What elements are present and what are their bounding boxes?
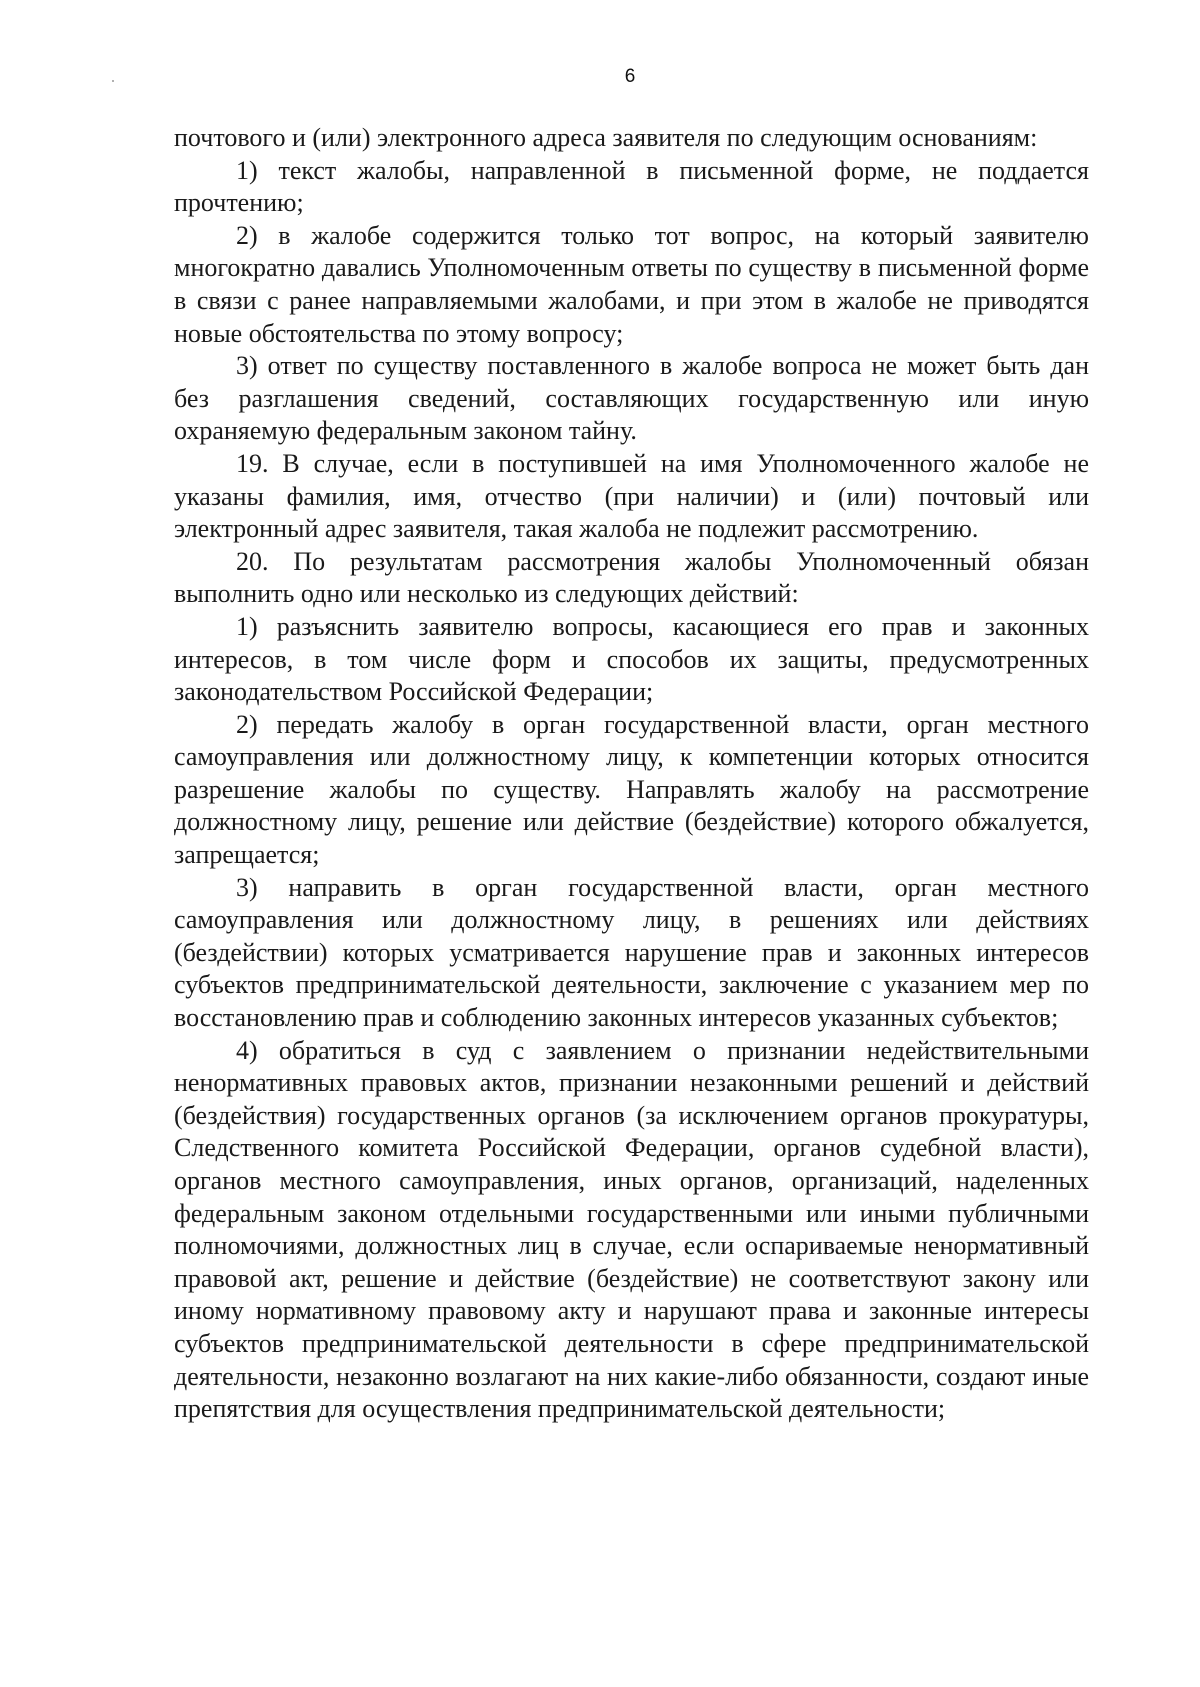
list-item-3: 3) ответ по существу поставленного в жалобе вопроса не может быть дан без разглашения сведений, составляющих государственную или иную охраняемую федеральным законом тайну. [174,351,1089,446]
action-item-3: 3) направить в орган государственной власти, орган местного самоуправления или должностному лицу, в решениях или действиях (бездействии) которых усматривается нарушение прав и законных интересов субъектов предпринимательской деятельности, заключение с указанием мер по восстановлению прав и соблюдению законных интересов указанных субъектов; [174,872,1089,1033]
document-body [174,122,1089,1426]
action-item-4: 4) обратиться в суд с заявлением о признании недействительными ненормативных правовых актов, признании незаконными решений и действий (бездействия) государственных органов (за исключением органов прокуратуры, Следственного комитета Российской Федерации, органов судебной власти), органов местного самоуправления, иных органов, организаций, наделенных федеральным законом отдельными государственными или иными публичными полномочиями, должностных лиц в случае, если оспариваемые ненормативный правовой акт, решение и действие (бездействие) не соответствуют закону или иному нормативному правовому акту и нарушают права и законные интересы субъектов предпринимательской деятельности в сфере предпринимательской деятельности, незаконно возлагают на них какие-либо обязанности, создают иные препятствия для осуществления предпринимательской деятельности; [174,1035,1089,1424]
list-item-1: 1) текст жалобы, направленной в письменной форме, не поддается прочтению; [174,155,1089,218]
clause-20: 20. По результатам рассмотрения жалобы Уполномоченный обязан выполнить одно или несколько из следующих действий: [174,546,1089,609]
action-item-1: 1) разъяснить заявителю вопросы, касающиеся его прав и законных интересов, в том числе форм и способов их защиты, предусмотренных законодательством Российской Федерации; [174,611,1089,707]
paragraph-continuation: почтового и (или) электронного адреса заявителя по следующим основаниям: [174,123,1038,152]
clause-19: 19. В случае, если в поступившей на имя Уполномоченного жалобе не указаны фамилия, имя, отчество (при наличии) и (или) почтовый или электронный адрес заявителя, такая жалоба не подлежит рассмотрению. [174,448,1089,544]
list-item-2: 2) в жалобе содержится только тот вопрос, на который заявителю многократно давались Уполномоченным ответы по существу в письменной форме в связи с ранее направляемыми жалобами, и при этом в жалобе не приводятся новые обстоятельства по этому вопросу; [174,220,1089,348]
action-item-2: 2) передать жалобу в орган государственной власти, орган местного самоуправления или должностному лицу, к компетенции которых относится разрешение жалобы по существу. Направлять жалобу на рассмотрение должностному лицу, решение или действие (бездействие) которого обжалуется, запрещается; [174,709,1089,870]
page-number: 6 [624,66,636,87]
